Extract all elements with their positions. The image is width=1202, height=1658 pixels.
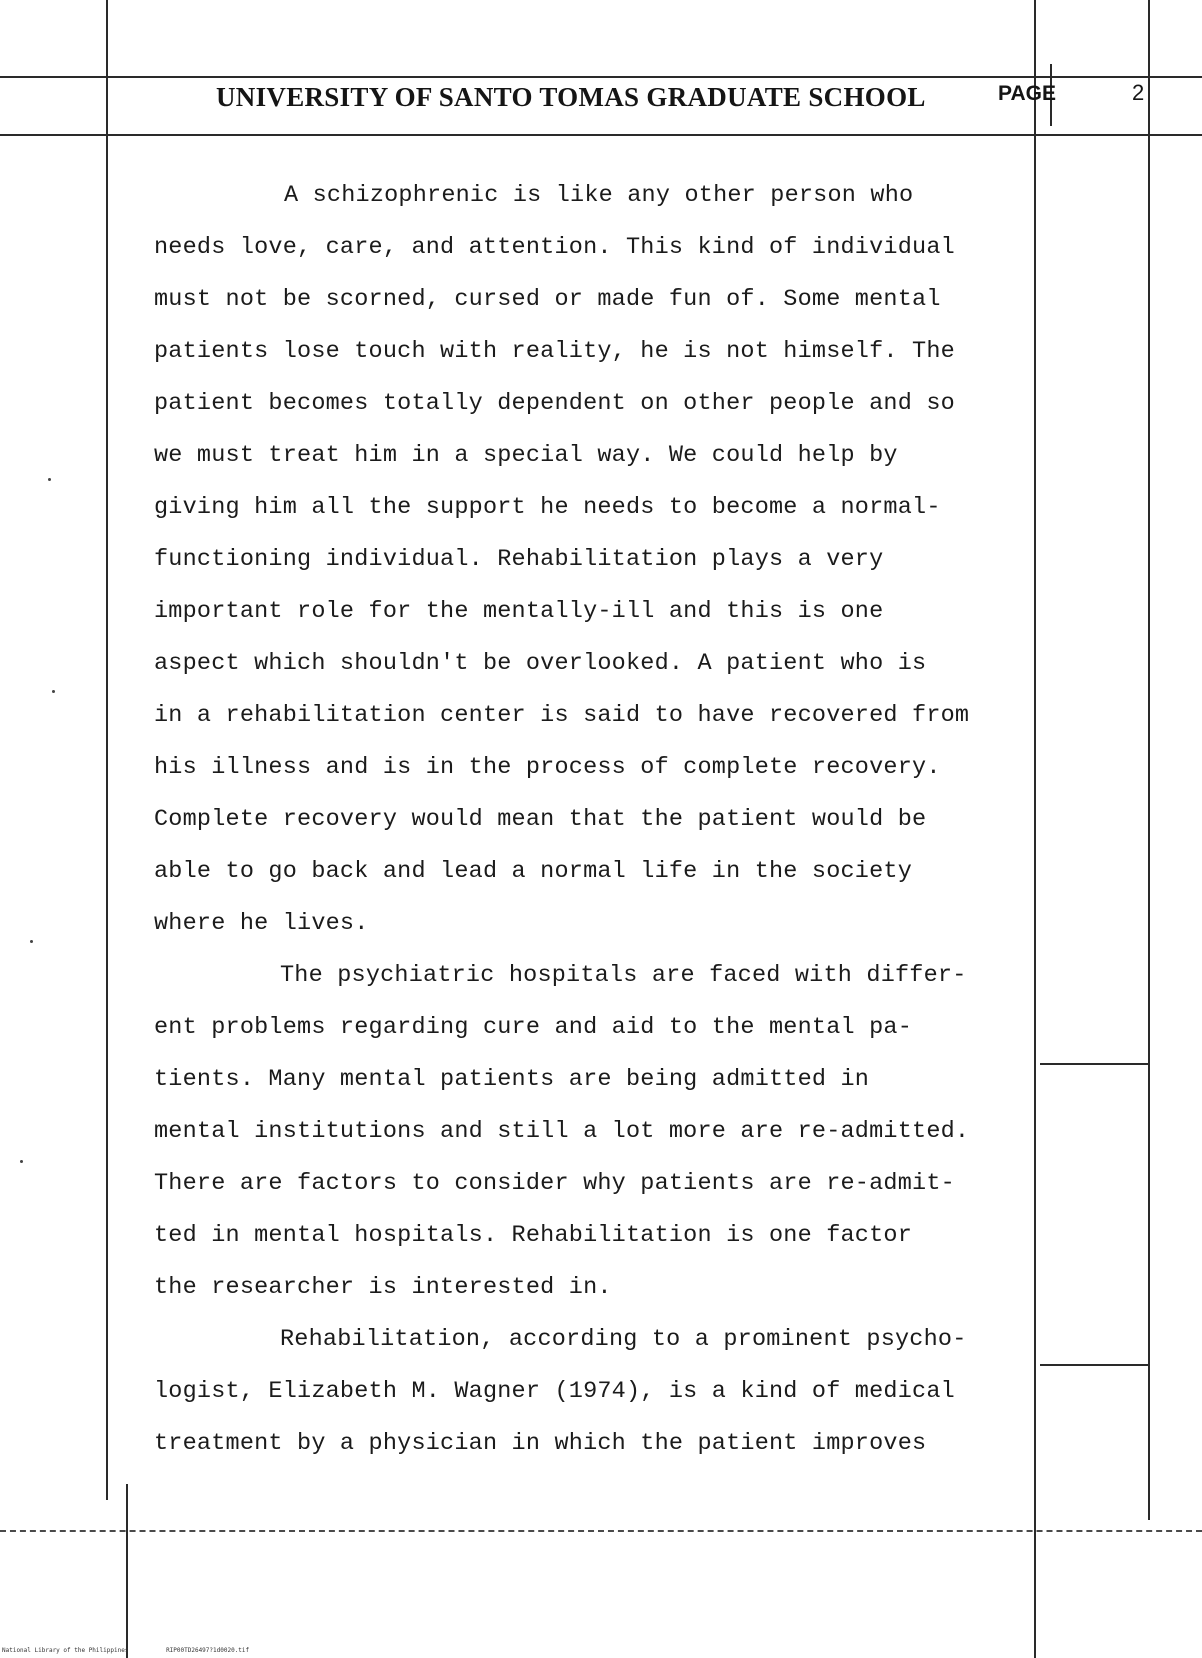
text-line: the researcher is interested in. (154, 1274, 612, 1301)
scan-speck (48, 478, 51, 481)
text-line: must not be scorned, cursed or made fun of. Some mental (154, 286, 941, 313)
text-line: Complete recovery would mean that the patient would be (154, 806, 927, 833)
text-line: needs love, care, and attention. This kind of individual (154, 234, 955, 261)
text-line: important role for the mentally-ill and this is one (154, 598, 884, 625)
body-text (154, 170, 1084, 1470)
text-line: mental institutions and still a lot more are re-admitted. (154, 1118, 970, 1145)
scan-speck (52, 690, 55, 693)
bottom-dashed-rule (0, 1530, 1202, 1532)
institution-title: UNIVERSITY OF SANTO TOMAS GRADUATE SCHOOL (216, 82, 926, 112)
text-line: where he lives. (154, 910, 369, 937)
page-number: 2 (1132, 80, 1145, 105)
text-line: A schizophrenic is like any other person who (284, 182, 914, 209)
text-line: The psychiatric hospitals are faced with differ- (280, 962, 967, 989)
text-line: his illness and is in the process of complete recovery. (154, 754, 941, 781)
left-margin-rule-lower (126, 1484, 128, 1658)
text-line: treatment by a physician in which the patient improves (154, 1430, 927, 1457)
text-line: patient becomes totally dependent on other people and so (154, 390, 955, 417)
scan-footer (2, 1647, 283, 1654)
text-line: patients lose touch with reality, he is not himself. The (154, 338, 955, 365)
text-line: ent problems regarding cure and aid to the mental pa- (154, 1014, 913, 1041)
file-id: RIP00TD26497?1d0020.tif (166, 1647, 250, 1654)
text-line: giving him all the support he needs to become a normal- (154, 494, 941, 521)
text-line: ted in mental hospitals. Rehabilitation is one factor (154, 1222, 913, 1249)
page-label: PAGE (998, 82, 1056, 105)
text-line: logist, Elizabeth M. Wagner (1974), is a kind of medical (154, 1378, 955, 1405)
text-line: tients. Many mental patients are being admitted in (154, 1066, 870, 1093)
left-margin-rule (106, 0, 108, 1500)
scan-speck (30, 940, 33, 943)
text-line: able to go back and lead a normal life in the society (154, 858, 913, 885)
text-line: in a rehabilitation center is said to have recovered from (154, 702, 970, 729)
header-top-rule (0, 76, 1202, 78)
header-bottom-rule (0, 134, 1202, 136)
text-line: functioning individual. Rehabilitation plays a very (154, 546, 884, 573)
library-name: National Library of the Philippines (2, 1647, 129, 1654)
far-right-rule (1148, 0, 1150, 1520)
scan-speck (20, 1160, 23, 1163)
text-line: There are factors to consider why patients are re-admit- (154, 1170, 955, 1197)
text-line: we must treat him in a special way. We could help by (154, 442, 898, 469)
text-line: Rehabilitation, according to a prominent psycho- (280, 1326, 967, 1353)
text-line: aspect which shouldn't be overlooked. A patient who is (154, 650, 927, 677)
